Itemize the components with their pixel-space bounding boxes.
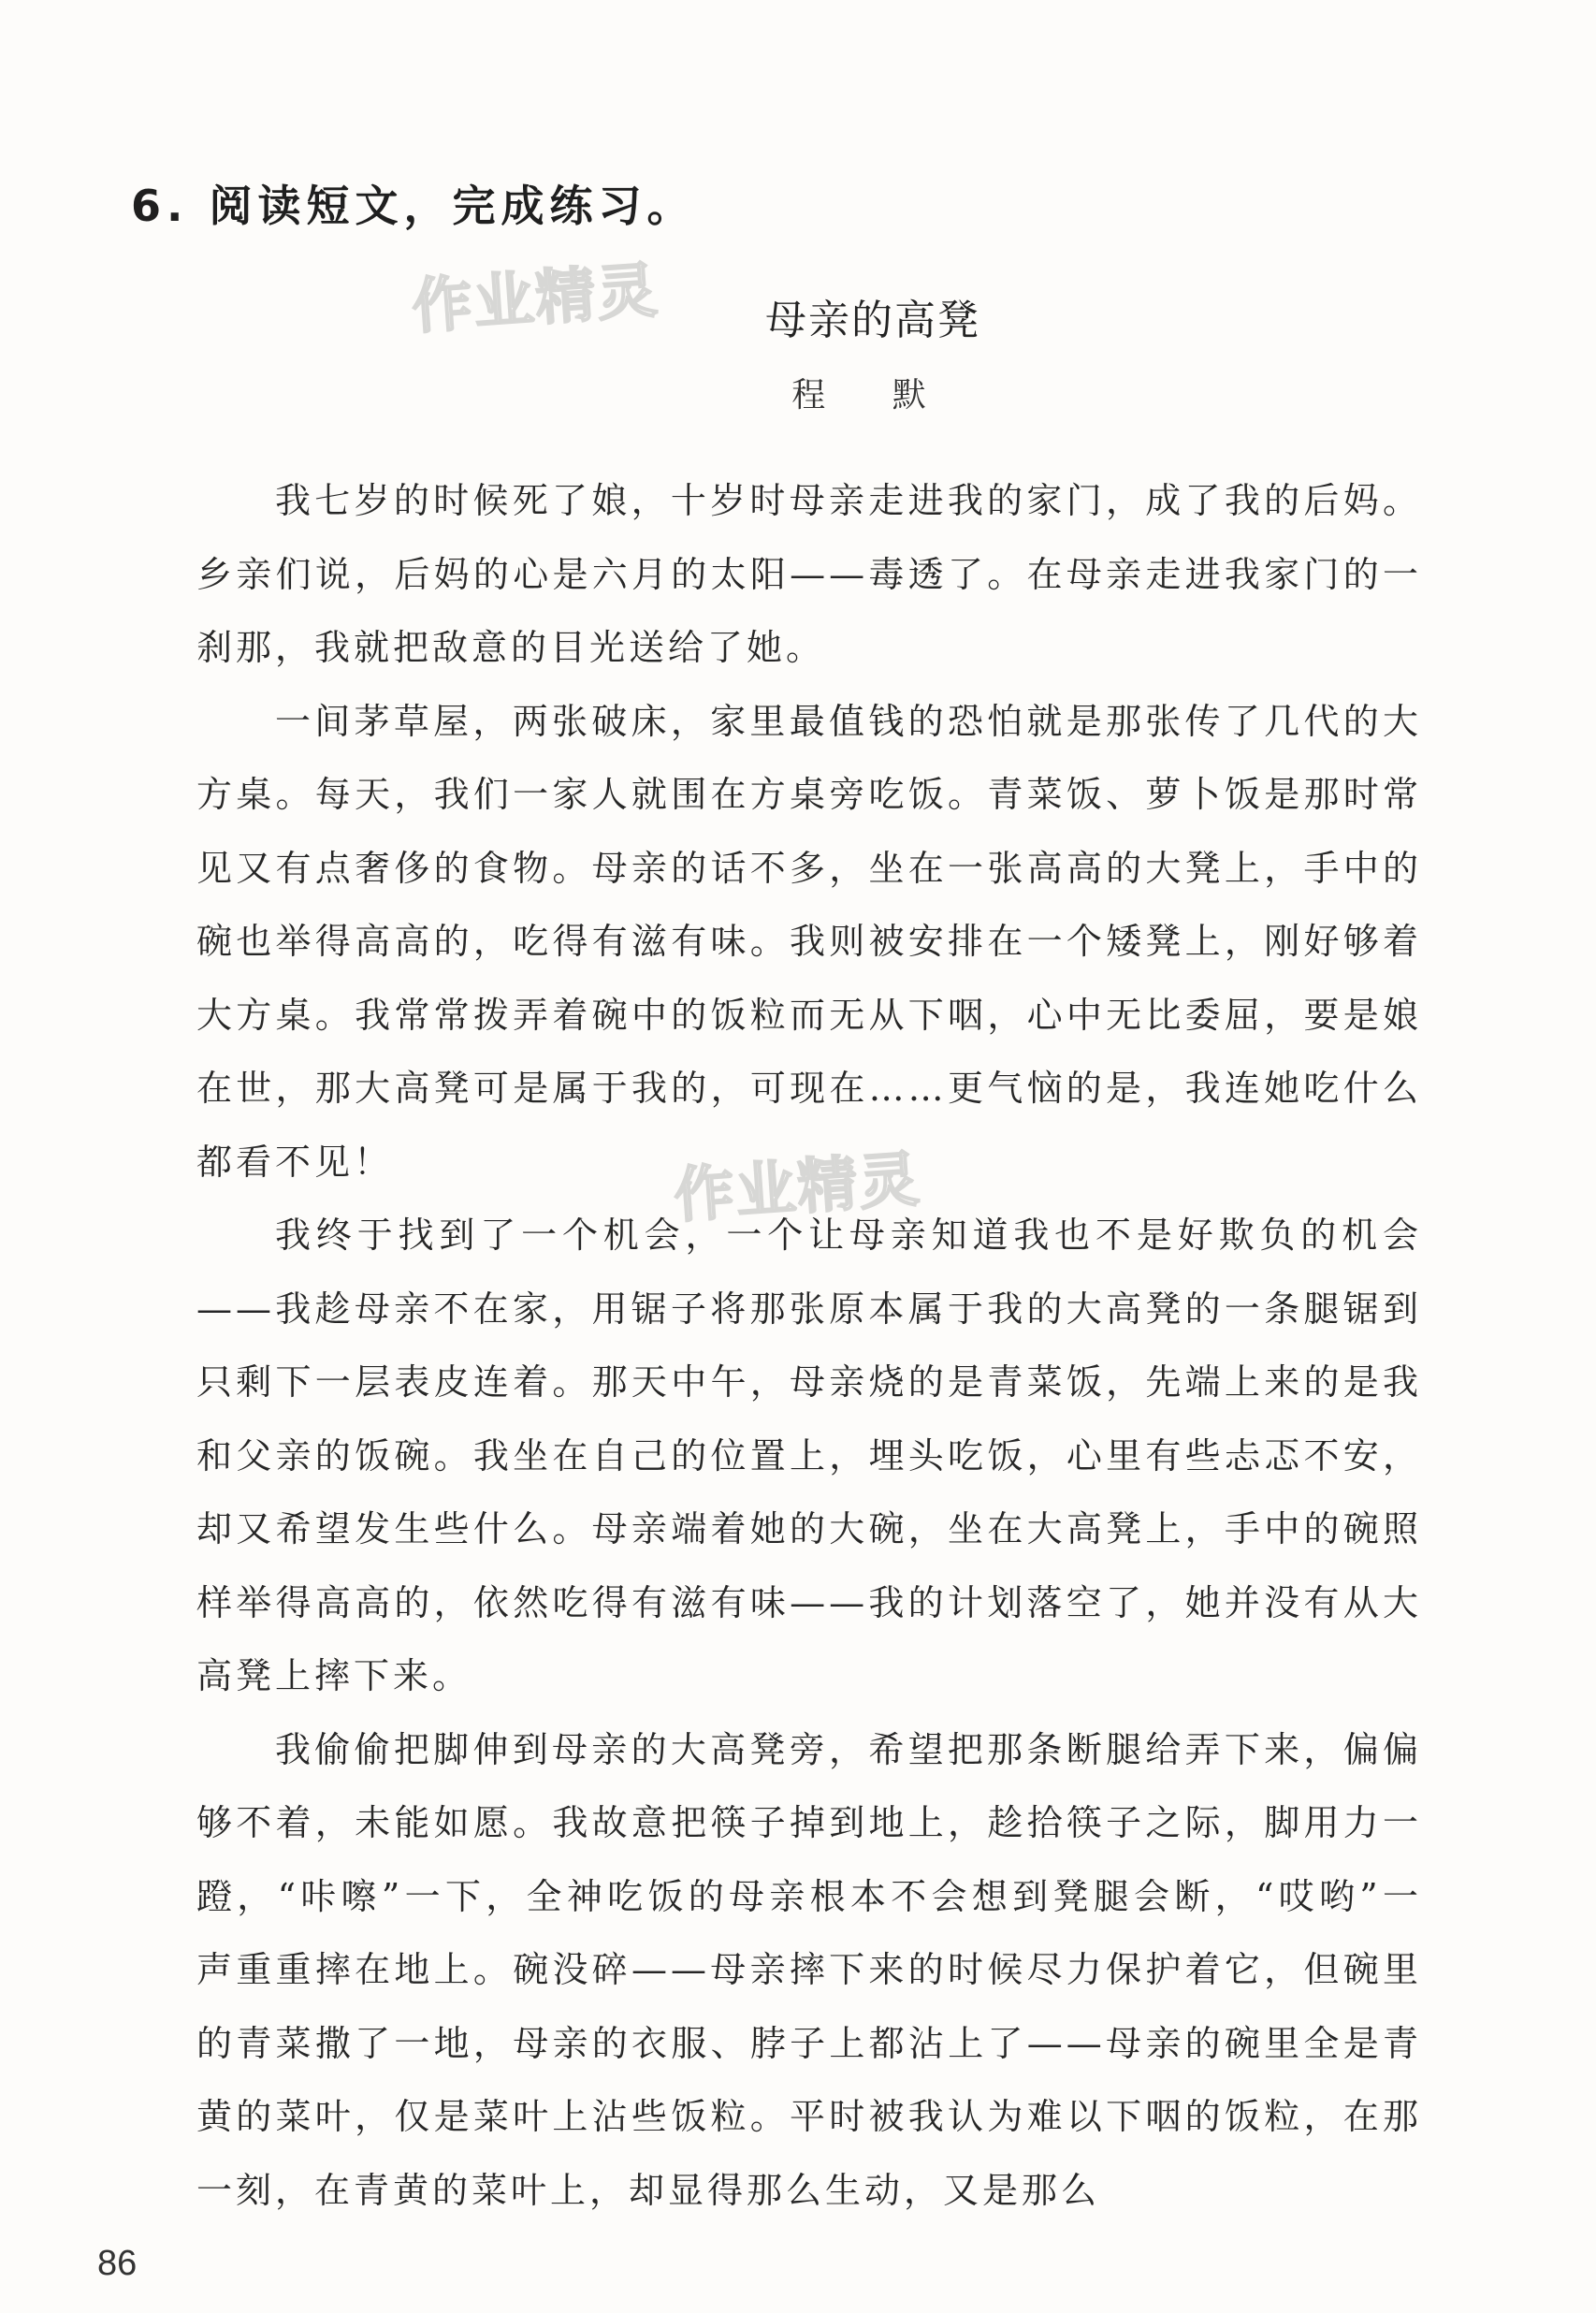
paragraph: 一间茅草屋，两张破床，家里最值钱的恐怕就是那张传了几代的大方桌。每天，我们一家人就围在方桌旁吃饭。青菜饭、萝卜饭是那时常见又有点奢侈的食物。母亲的话不多，坐在一张高高的大凳上，手中的碗也举得高高的，吃得有滋有味。我则被安排在一个矮凳上，刚好够着大方桌。我常常拨弄着碗中的饭粒而无从下咽，心中无比委屈，要是娘在世，那大高凳可是属于我的，可现在……更气恼的是，我连她吃什么都看不见！: [196, 700, 1422, 1183]
question-title: 6. 阅读短文，完成练习。: [131, 181, 696, 231]
page-number: 86: [97, 2244, 138, 2283]
paragraph: 我偷偷把脚伸到母亲的大高凳旁，希望把那条断腿给弄下来，偏偏够不着，未能如愿。我故意把筷子掉到地上，趁拾筷子之际，脚用力一蹬，“咔嚓”一下，全神吃饭的母亲根本不会想到凳腿会断，“哎哟”一声重重摔在地上。碗没碎——母亲摔下来的时候尽力保护着它，但碗里的青菜撒了一地，母亲的衣服、脖子上都沾上了——母亲的碗里全是青黄的菜叶，仅是菜叶上沾些饭粒。平时被我认为难以下咽的饭粒，在那一刻，在青黄的菜叶上，却显得那么生动，又是那么: [196, 1728, 1422, 2211]
paragraph: 我七岁的时候死了娘，十岁时母亲走进我的家门，成了我的后妈。乡亲们说，后妈的心是六月的太阳——毒透了。在母亲走进我家门的一刹那，我就把敌意的目光送给了她。: [196, 480, 1422, 668]
article-author: 程 默: [791, 376, 954, 415]
watermark-logo: 作业精灵: [672, 1144, 923, 1232]
article-title: 母亲的高凳: [765, 297, 980, 344]
paragraph: 我终于找到了一个机会，一个让母亲知道我也不是好欺负的机会——我趁母亲不在家，用锯子将那张原本属于我的大高凳的一条腿锯到只剩下一层表皮连着。那天中午，母亲烧的是青菜饭，先端上来的是我和父亲的饭碗。我坐在自己的位置上，埋头吃饭，心里有些忐忑不安，却又希望发生些什么。母亲端着她的大碗，坐在大高凳上，手中的碗照样举得高高的，依然吃得有滋有味——我的计划落空了，她并没有从大高凳上摔下来。: [196, 1215, 1422, 1696]
article-body: [196, 464, 1422, 2227]
watermark-logo: 作业精灵: [410, 255, 661, 343]
